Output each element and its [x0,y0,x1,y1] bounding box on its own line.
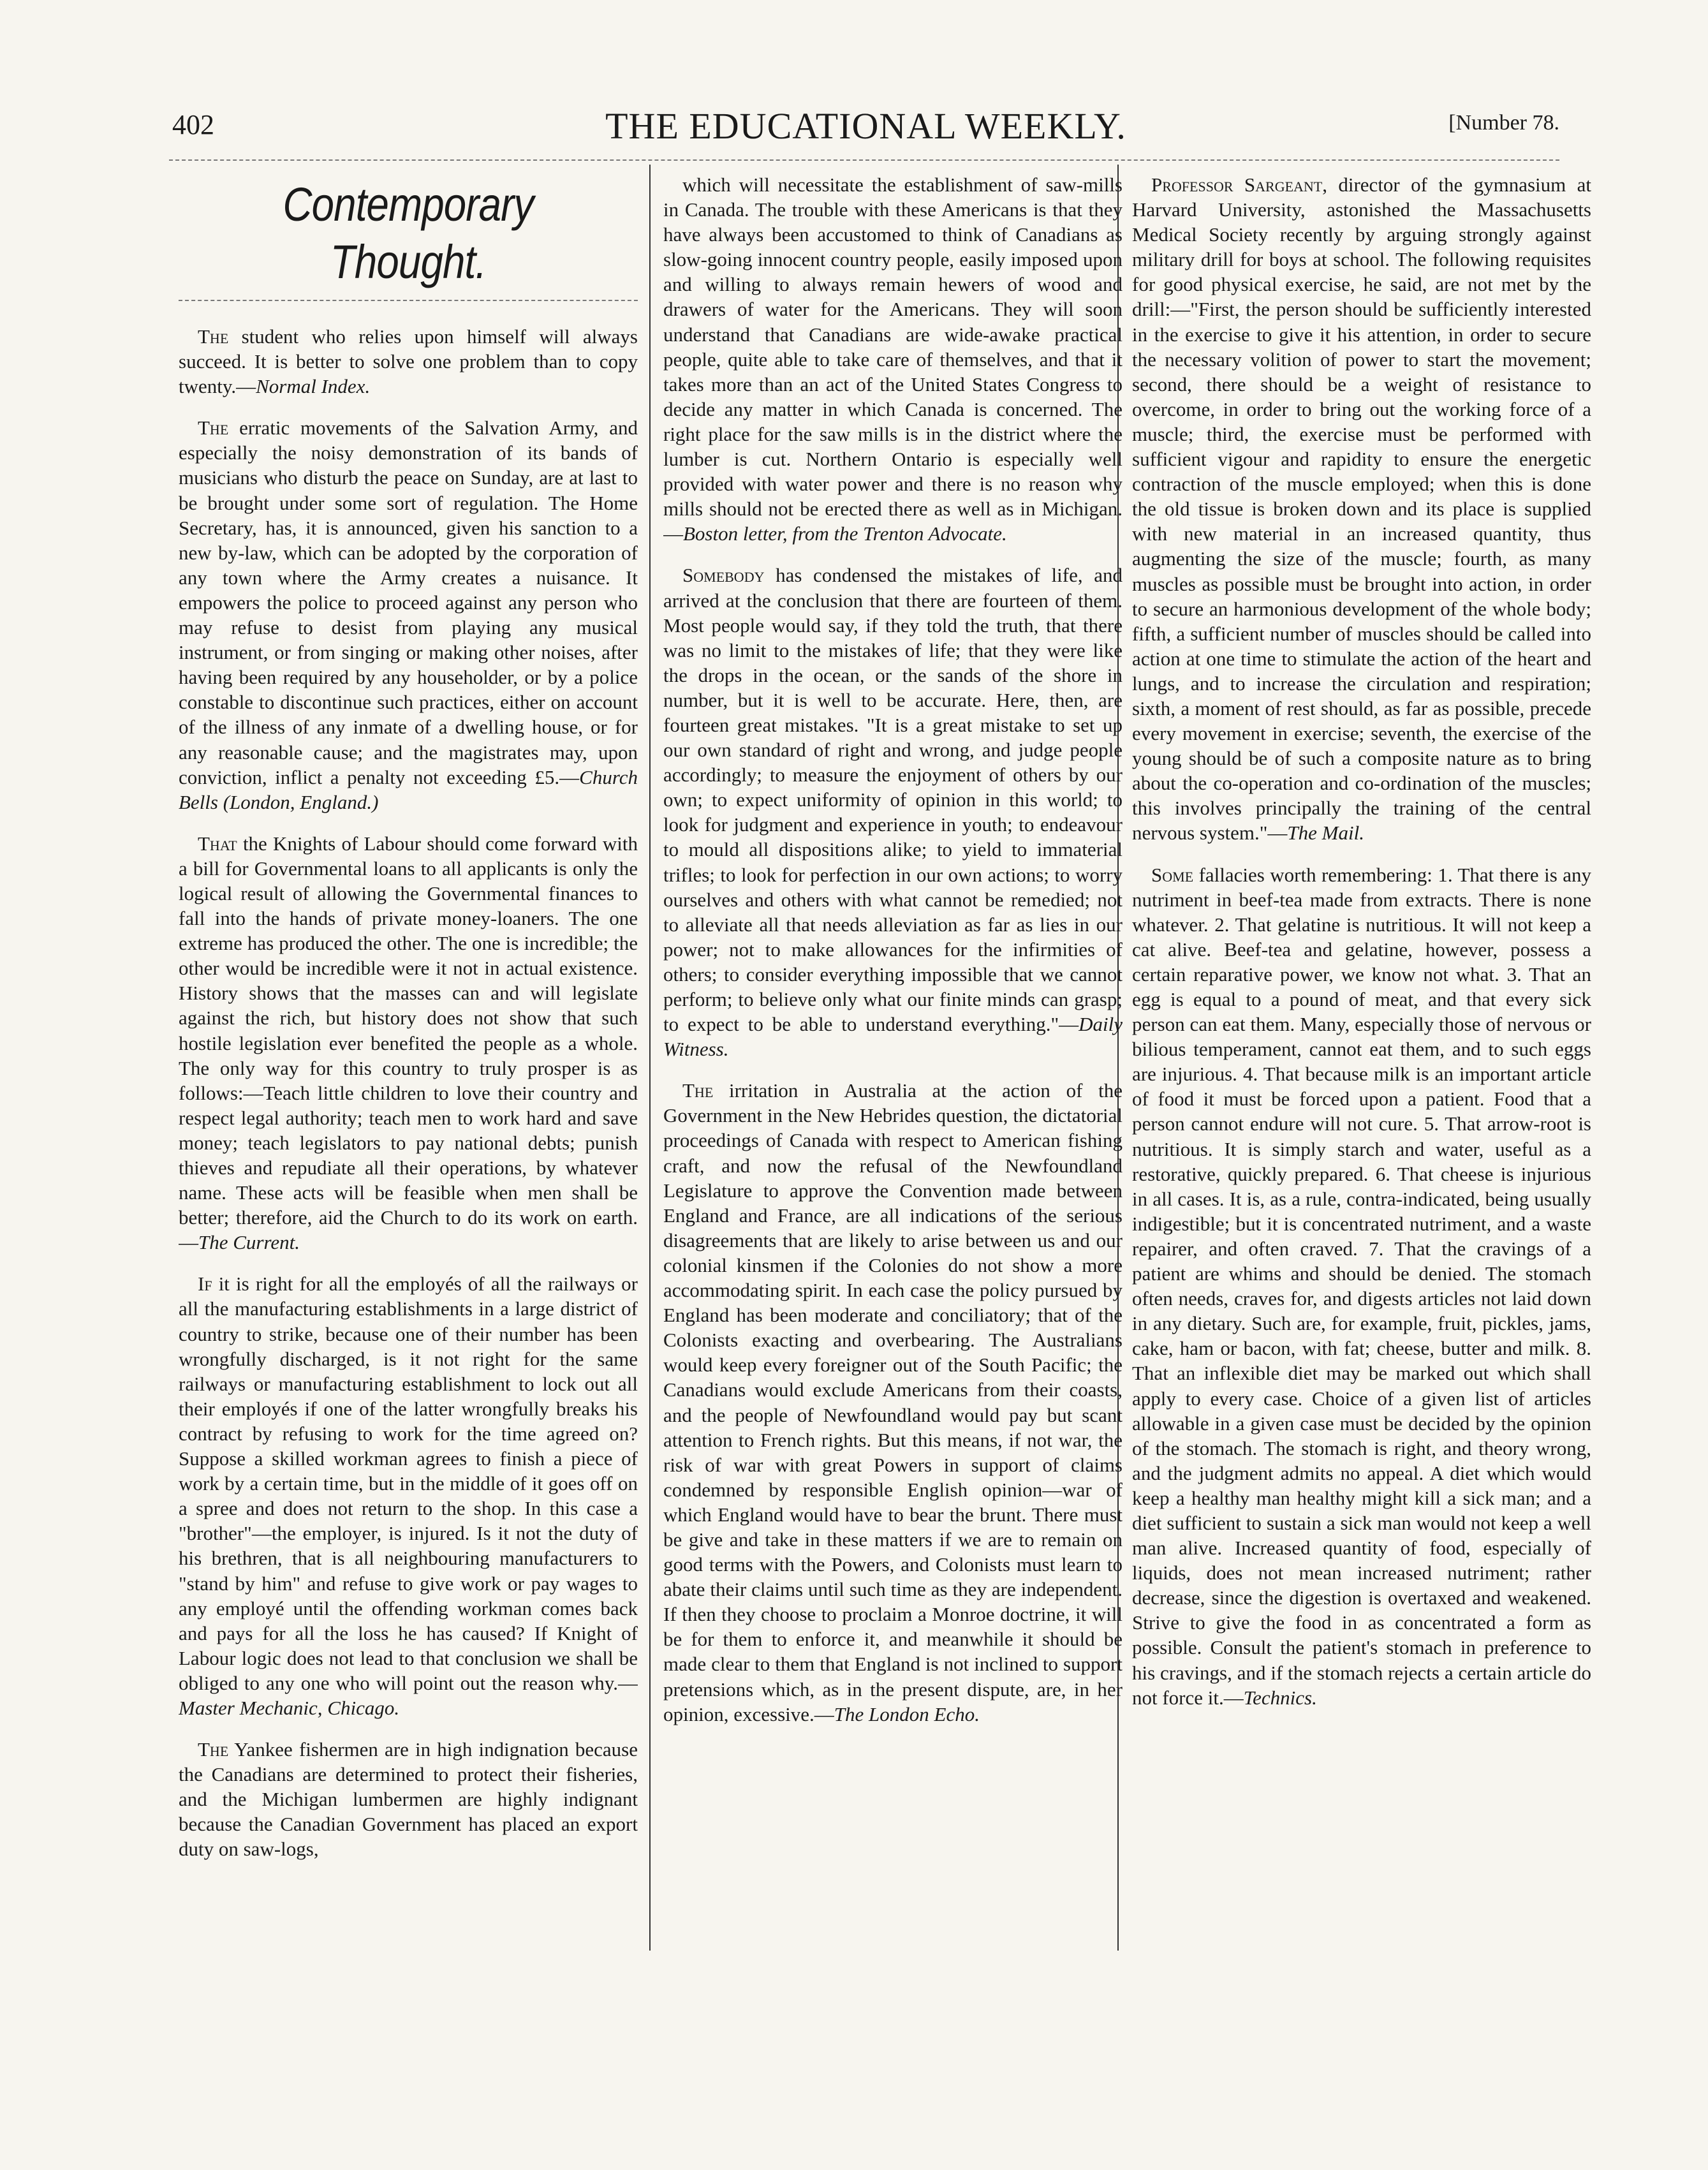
page-header [172,105,1559,153]
paragraph-lead: The [198,1738,229,1761]
page-number: 402 [172,109,214,140]
column-3-paragraphs [1132,172,1591,1710]
column-2 [663,172,1123,1961]
issue-number: [Number 78. [1448,111,1559,135]
paragraph-lead: That [198,832,237,855]
column-2-paragraphs [663,172,1123,1727]
article-paragraph [663,172,1123,546]
column-rule [649,165,651,1951]
paragraph-text: irritation in Australia at the action of the Government in the New Hebrides question, the dictatorial proceedings of Canada with respect to American fishing craft, and now the refusal of the Newfoundland Legislature to approve the Convention made between England and France, are all indications of the serious disagreements that are likely to arise between us and our colonial kinsmen if the Colonies do not show a more accommodating spirit. In each case the policy pursued by England has been moderate and conciliatory; that of the Colonists exacting and overbearing. The Australians would keep every foreigner out of the South Pacific; the Canadians would exclude Americans from their coasts, and the people of Newfoundland would pay but scant attention to French rights. But this means, if not war, the risk of war with great Powers in support of claims condemned by responsible English opinion—war of which England would have to bear the brunt. There must be give and take in these matters if we are to remain on good terms with the Powers, and Colonists must learn to abate their claims until such time as they are independent. If then they choose to proclaim a Monroe doctrine, it will be for them to enforce it, and meanwhile it should be made clear to them that England is not inclined to support pretensions which, as in the present dispute, are, in her opinion, excessive.— [663,1079,1123,1725]
paragraph-text: student who relies upon himself will always succeed. It is better to solve one problem than to copy twenty.— [179,325,638,398]
source-attribution: The Mail. [1287,822,1364,845]
source-attribution: Boston letter, from the Trenton Advocate. [683,522,1007,545]
article-paragraph [179,831,638,1255]
source-attribution: Normal Index. [256,375,371,398]
paragraph-lead: The [198,325,229,348]
paragraph-text: it is right for all the employés of all the railways or all the manufacturing establishments in a large district of country to strike, because one of their number has been wrongfully discharged, is it not right for the same railways or manufacturing establishment to lock out all their employés if one of the latter wrongfully breaks his contract by refusing to work for the time agreed on? Suppose a skilled workman agrees to finish a piece of work by a certain time, but in the middle of it goes off on a spree and does not return to the shop. In this case a "brother"—the employer, is injured. Is it not the duty of his brethren, that is all neighbouring manufacturers to "stand by him" and refuse to give work or pay wages to any employé until the offending workman comes back and pays for all the loss he has caused? If Knight of Labour logic does not lead to that conclusion we shall be obliged to any one who will point out the reason why.— [179,1273,638,1694]
paragraph-lead: The [682,1079,714,1102]
article-paragraph [179,324,638,399]
paragraph-lead: Somebody [682,564,765,587]
publication-title: THE EDUCATIONAL WEEKLY. [605,105,1126,147]
paragraph-text: director of the gymnasium at Harvard University, astonished the Massachusetts Medical Society recently by arguing strongly against military drill for boys at school. The following requisites for good physical exercise, he said, are not met by the drill:—"First, the person should be sufficiently interested in the exercise to give it his attention, in order to secure the necessary volition of power to start the movement; second, there should be a weight of resistance to overcome, in order to bring out the working force of a muscle; third, the exercise must be performed with sufficient vigour and rapidity to ensure the energetic contraction of the muscle employed; when this is done the old tissue is broken down and its place is supplied with new material in an increased quantity, thus augmenting the size of the muscle; fourth, as many muscles as possible must be brought into action, in order to secure an harmonious development of the whole body; fifth, a sufficient number of muscles should be called into action at one time to stimulate the action of the heart and lungs, and to increase the circulation and respiration; sixth, a moment of rest should, as far as possible, precede every movement in exercise; seventh, the exercise of the young should be of such a composite nature as to bring about the co-operation and co-ordination of the muscles; this involves principally the training of the central nervous system."— [1132,173,1591,845]
paragraph-lead: Some [1151,863,1194,886]
source-attribution: Technics. [1243,1686,1317,1709]
article-paragraph [179,1271,638,1720]
column-3 [1132,172,1591,1945]
article-paragraph [179,1737,638,1861]
paragraph-text: the Knights of Labour should come forward with a bill for Governmental loans to all applicants is only the logical result of allowing the Governmental finances to fall into the hands of private money-loaners. The one extreme has produced the other. The one is incredible; the other would be incredible were it not in actual existence. History shows that the masses can and will legislate against the rich, but history does not show that such hostile legislation ever benefited the people as a whole. The only way for this country to truly prosper is as follows:—Teach little children to love their country and respect legal authority; teach men to work hard and save money; teach legislators to pay national debts; punish thieves and repudiate all their operations, by whatever name. These acts will be feasible when men shall be better; therefore, aid the Church to do its work on earth.— [179,832,638,1254]
article-paragraph [1132,862,1591,1710]
article-paragraph [663,563,1123,1061]
source-attribution: The Current. [198,1231,300,1254]
paragraph-lead: If [198,1273,212,1295]
article-paragraph [663,1078,1123,1726]
source-attribution: Master Mechanic, Chicago. [179,1696,400,1719]
article-paragraph [1132,172,1591,846]
paragraph-text: erratic movements of the Salvation Army, and especially the noisy demonstration of its bands of musicians who disturb the peace on Sunday, are at last to be brought under some sort of regulation. The Home Secretary, has, it is announced, given his sanction to a new by-law, which can be adopted by the corporation of any town where the Army creates a nuisance. It empowers the police to proceed against any person who may refuse to desist from playing any musical instrument, or from singing or making other noises, after having been required by any householder, or by a police constable to discontinue such practices, either on account of the illness of any inmate of a dwelling house, or for any reasonable cause; and the magistrates may, upon conviction, inflict a penalty not exceeding £5.— [179,417,638,788]
paragraph-text: fallacies worth remembering: 1. That there is any nutriment in beef-tea made from extracts. There is none whatever. 2. That gelatine is nutritious. It will not keep a cat alive. Beef-tea and gelatine, however, possess a certain reparative power, we know not what. 3. That an egg is equal to a pound of meat, and that every sick person can eat them. Many, especially those of nervous or bilious temperament, cannot eat them, and to such eggs are injurious. 4. That because milk is an important article of food it must be forced upon a patient. Food that a person cannot endure will not cure. 5. That arrow-root is nutritious. It is simply starch and water, useful as a restorative, quickly prepared. 6. That cheese is injurious in all cases. It is, as a rule, contra-indicated, being usually indigestible; but it is concentrated nutriment, and a waste repairer, and often craved. 7. That the cravings of a patient are whims and should be denied. The stomach often needs, craves for, and digests articles not laid down in any dietary. Such are, for example, fruit, pickles, jams, cake, ham or bacon, with fat; cheese, butter and milk. 8. That an inflexible diet may be marked out which shall apply to every case. Choice of a given list of articles allowable in a given case must be decided by the opinion of the stomach. The stomach is right, and theory wrong, and the judgment admits no appeal. A diet which would keep a healthy man healthy might kill a sick man; and a diet sufficient to sustain a sick man would not keep a well man alive. Increased quantity of food, especially of liquids, does not mean increased nutriment; rather decrease, since the digestion is overtaxed and weakened. Strive to give the food in as concentrated a form as possible. Consult the patient's stomach in preference to his cravings, and if the stomach rejects a certain article do not force it.— [1132,863,1591,1709]
column-1 [179,172,638,1945]
column-1-paragraphs [179,324,638,1862]
source-attribution: Daily Witness. [663,1013,1123,1061]
paragraph-lead: The [198,417,229,439]
header-rule [169,159,1559,161]
source-attribution: Church Bells (London, England.) [179,765,638,813]
section-title: Contemporary Thought. [283,178,534,288]
article-paragraph [179,415,638,815]
source-attribution: The London Echo. [834,1702,980,1725]
paragraph-lead: Professor Sargeant, [1151,173,1327,196]
paragraph-text: Yankee fishermen are in high indignation because the Canadians are determined to protect their fisheries, and the Michigan lumbermen are highly indignant because the Canadian Government has placed an export duty on saw-logs, [179,1738,638,1861]
paragraph-text: which will necessitate the establishment of saw-mills in Canada. The trouble with these Americans is that they have always been accustomed to think of Canadians as slow-going innocent country people, easily imposed upon and willing to always remain hewers of wood and drawers of water for the Americans. They will soon understand that Canadians are wide-awake practical people, quite able to take care of themselves, and that it takes more than an act of the United States Congress to decide any matter in which Canada is concerned. The right place for the saw mills is in the district where the lumber is cut. Northern Ontario is especially well provided with water power and there is no reason why mills should not be erected there as well as in Michigan.— [663,173,1123,545]
paragraph-text: has condensed the mistakes of life, and arrived at the conclusion that there are fourteen of them. Most people would say, if they told the truth, that there was no limit to the mistakes of life; that they were like the drops in the ocean, or the sands of the shore in number, but it is well to be accurate. Here, then, are fourteen great mistakes. "It is a great mistake to set up our own standard of right and wrong, and judge people accordingly; to measure the enjoyment of others by our own; to expect uniformity of opinion in this world; to look for judgment and experience in youth; to endeavour to mould all dispositions alike; to yield to immaterial trifles; to look for perfection in our own actions; to worry ourselves and others with what cannot be remedied; not to alleviate all that needs alleviation as far as lies in our power; not to make allowances for the infirmities of others; to consider everything impossible that we cannot perform; to believe only what our finite minds can grasp; to expect to be able to understand everything."— [663,564,1123,1036]
section-divider [179,300,638,301]
